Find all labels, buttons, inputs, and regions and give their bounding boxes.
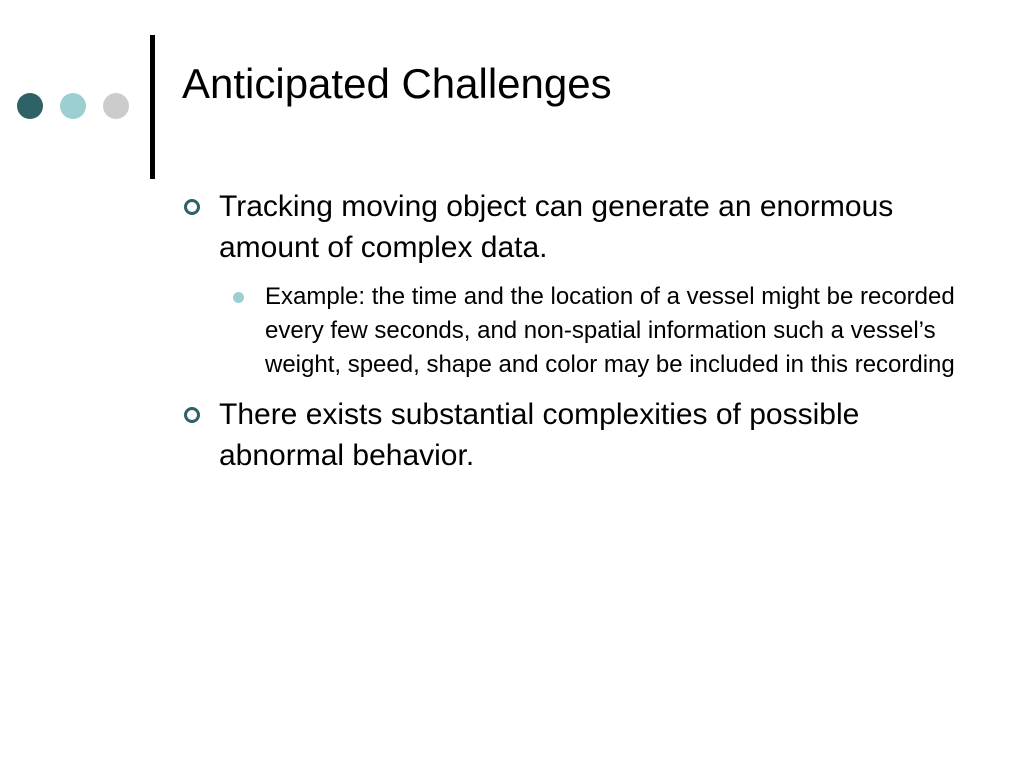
bullet-text: Tracking moving object can generate an enormous amount of complex data. [219,190,894,264]
decor-dot-light [60,93,86,119]
filled-circle-bullet-icon [233,292,244,303]
bullet-item [180,394,960,476]
bullet-text: There exists substantial complexities of possible abnormal behavior. [219,398,860,472]
sub-bullet-text: Example: the time and the location of a vessel might be recorded every few seconds, and non-spatial information such a vessel’s weight, speed, shape and color may be included in this recording [265,283,955,378]
slide-title: Anticipated Challenges [182,60,612,107]
bullet-item [180,186,960,268]
slide-body [180,186,960,484]
sub-bullet-item [226,280,960,382]
decor-dot-dark [17,93,43,119]
hollow-circle-bullet-icon [184,407,200,423]
decor-dot-gray [103,93,129,119]
hollow-circle-bullet-icon [184,199,200,215]
title-divider [150,35,155,179]
